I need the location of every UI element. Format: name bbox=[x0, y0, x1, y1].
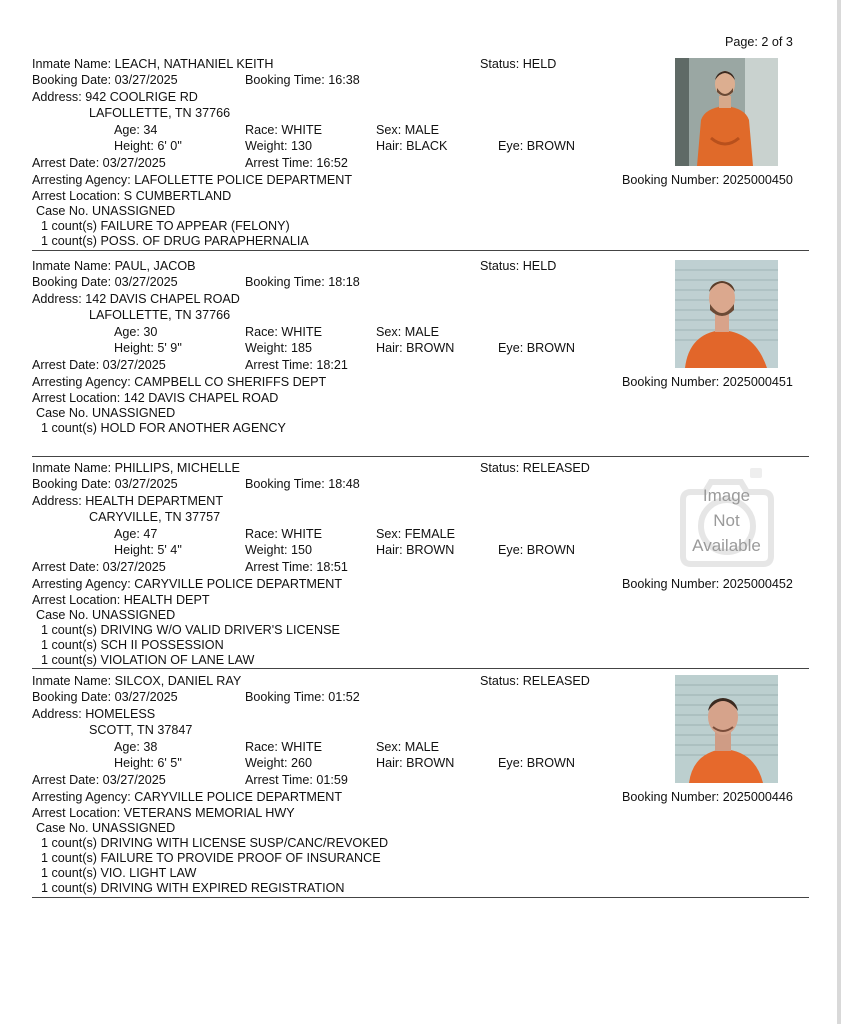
booking-number: Booking Number: 2025000452 bbox=[622, 577, 793, 591]
charge: 1 count(s) VIO. LIGHT LAW bbox=[41, 866, 197, 880]
sex: Sex: MALE bbox=[376, 740, 439, 754]
arrest-time: Arrest Time: 01:59 bbox=[245, 773, 348, 787]
scrollbar[interactable] bbox=[837, 0, 841, 1024]
booking-time: Booking Time: 18:18 bbox=[245, 275, 360, 289]
mugshot-photo bbox=[675, 260, 778, 368]
booking-date: Booking Date: 03/27/2025 bbox=[32, 73, 178, 87]
no-image-text-2: Not bbox=[713, 511, 740, 530]
inmate-name: Inmate Name: PHILLIPS, MICHELLE bbox=[32, 461, 240, 475]
status: Status: RELEASED bbox=[480, 674, 590, 688]
address-line-2: SCOTT, TN 37847 bbox=[89, 723, 193, 737]
arrest-location: Arrest Location: HEALTH DEPT bbox=[32, 593, 210, 607]
arrest-location: Arrest Location: VETERANS MEMORIAL HWY bbox=[32, 806, 295, 820]
status: Status: HELD bbox=[480, 259, 557, 273]
eye: Eye: BROWN bbox=[498, 756, 575, 770]
no-image-text-3: Available bbox=[692, 536, 761, 555]
height: Height: 6' 5" bbox=[114, 756, 182, 770]
booking-number: Booking Number: 2025000450 bbox=[622, 173, 793, 187]
inmate-name: Inmate Name: SILCOX, DANIEL RAY bbox=[32, 674, 242, 688]
height: Height: 6' 0" bbox=[114, 139, 182, 153]
address-line-1: Address: 942 COOLRIGE RD bbox=[32, 90, 198, 104]
arresting-agency: Arresting Agency: LAFOLLETTE POLICE DEPARTMENT bbox=[32, 173, 353, 187]
address-line-2: LAFOLLETTE, TN 37766 bbox=[89, 106, 231, 120]
status: Status: RELEASED bbox=[480, 461, 590, 475]
charge: 1 count(s) DRIVING W/O VALID DRIVER'S LICENSE bbox=[41, 623, 340, 637]
inmate-name: Inmate Name: PAUL, JACOB bbox=[32, 259, 196, 273]
inmate-name: Inmate Name: LEACH, NATHANIEL KEITH bbox=[32, 57, 274, 71]
booking-date: Booking Date: 03/27/2025 bbox=[32, 690, 178, 704]
booking-time: Booking Time: 18:48 bbox=[245, 477, 360, 491]
hair: Hair: BROWN bbox=[376, 543, 455, 557]
race: Race: WHITE bbox=[245, 740, 322, 754]
image-not-available-placeholder bbox=[675, 464, 778, 572]
arrest-location: Arrest Location: S CUMBERTLAND bbox=[32, 189, 232, 203]
age: Age: 38 bbox=[114, 740, 158, 754]
arresting-agency: Arresting Agency: CARYVILLE POLICE DEPARTMENT bbox=[32, 577, 343, 591]
charge: 1 count(s) VIOLATION OF LANE LAW bbox=[41, 653, 255, 667]
race: Race: WHITE bbox=[245, 325, 322, 339]
charge: 1 count(s) HOLD FOR ANOTHER AGENCY bbox=[41, 421, 286, 435]
page-number: Page: 2 of 3 bbox=[725, 35, 793, 49]
no-image-text-1: Image bbox=[702, 486, 751, 505]
weight: Weight: 150 bbox=[245, 543, 312, 557]
address-line-2: LAFOLLETTE, TN 37766 bbox=[89, 308, 231, 322]
arresting-agency: Arresting Agency: CAMPBELL CO SHERIFFS DEPT bbox=[32, 375, 327, 389]
arresting-agency: Arresting Agency: CARYVILLE POLICE DEPARTMENT bbox=[32, 790, 343, 804]
booking-number: Booking Number: 2025000446 bbox=[622, 790, 793, 804]
charge: 1 count(s) FAILURE TO PROVIDE PROOF OF INSURANCE bbox=[41, 851, 381, 865]
arrest-date: Arrest Date: 03/27/2025 bbox=[32, 560, 166, 574]
hair: Hair: BLACK bbox=[376, 139, 448, 153]
sex: Sex: MALE bbox=[376, 325, 439, 339]
address-line-1: Address: 142 DAVIS CHAPEL ROAD bbox=[32, 292, 240, 306]
status: Status: HELD bbox=[480, 57, 557, 71]
height: Height: 5' 9" bbox=[114, 341, 182, 355]
arrest-time: Arrest Time: 18:21 bbox=[245, 358, 348, 372]
weight: Weight: 185 bbox=[245, 341, 312, 355]
case-number: Case No. UNASSIGNED bbox=[36, 608, 176, 622]
charge: 1 count(s) DRIVING WITH EXPIRED REGISTRATION bbox=[41, 881, 345, 895]
eye: Eye: BROWN bbox=[498, 341, 575, 355]
mugshot-photo bbox=[675, 58, 778, 166]
weight: Weight: 260 bbox=[245, 756, 312, 770]
sex: Sex: FEMALE bbox=[376, 527, 456, 541]
arrest-time: Arrest Time: 18:51 bbox=[245, 560, 348, 574]
hair: Hair: BROWN bbox=[376, 341, 455, 355]
age: Age: 47 bbox=[114, 527, 158, 541]
case-number: Case No. UNASSIGNED bbox=[36, 821, 176, 835]
charge: 1 count(s) FAILURE TO APPEAR (FELONY) bbox=[41, 219, 290, 233]
arrest-time: Arrest Time: 16:52 bbox=[245, 156, 348, 170]
height: Height: 5' 4" bbox=[114, 543, 182, 557]
charge: 1 count(s) SCH II POSSESSION bbox=[41, 638, 224, 652]
arrest-date: Arrest Date: 03/27/2025 bbox=[32, 358, 166, 372]
eye: Eye: BROWN bbox=[498, 139, 575, 153]
age: Age: 34 bbox=[114, 123, 158, 137]
arrest-location: Arrest Location: 142 DAVIS CHAPEL ROAD bbox=[32, 391, 279, 405]
address-line-1: Address: HOMELESS bbox=[32, 707, 156, 721]
sex: Sex: MALE bbox=[376, 123, 439, 137]
arrest-date: Arrest Date: 03/27/2025 bbox=[32, 156, 166, 170]
booking-time: Booking Time: 16:38 bbox=[245, 73, 360, 87]
age: Age: 30 bbox=[114, 325, 158, 339]
booking-date: Booking Date: 03/27/2025 bbox=[32, 275, 178, 289]
eye: Eye: BROWN bbox=[498, 543, 575, 557]
booking-date: Booking Date: 03/27/2025 bbox=[32, 477, 178, 491]
charge: 1 count(s) POSS. OF DRUG PARAPHERNALIA bbox=[41, 234, 309, 248]
address-line-1: Address: HEALTH DEPARTMENT bbox=[32, 494, 224, 508]
case-number: Case No. UNASSIGNED bbox=[36, 204, 176, 218]
race: Race: WHITE bbox=[245, 123, 322, 137]
booking-number: Booking Number: 2025000451 bbox=[622, 375, 793, 389]
address-line-2: CARYVILLE, TN 37757 bbox=[89, 510, 221, 524]
charge: 1 count(s) DRIVING WITH LICENSE SUSP/CANC/REVOKED bbox=[41, 836, 389, 850]
case-number: Case No. UNASSIGNED bbox=[36, 406, 176, 420]
weight: Weight: 130 bbox=[245, 139, 312, 153]
booking-time: Booking Time: 01:52 bbox=[245, 690, 360, 704]
arrest-date: Arrest Date: 03/27/2025 bbox=[32, 773, 166, 787]
hair: Hair: BROWN bbox=[376, 756, 455, 770]
race: Race: WHITE bbox=[245, 527, 322, 541]
mugshot-photo bbox=[675, 675, 778, 783]
